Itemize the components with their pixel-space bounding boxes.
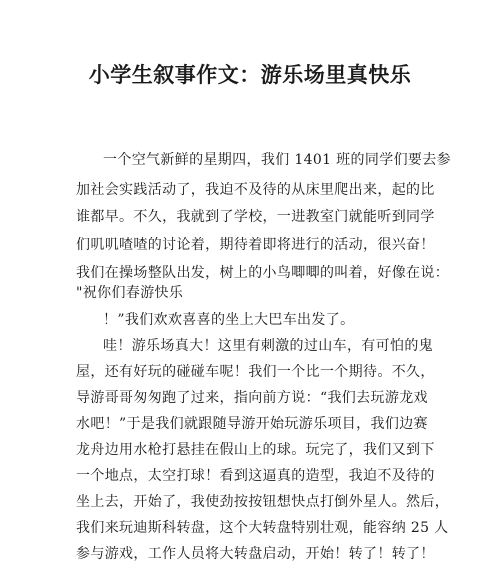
text-line: 参与游戏，工作人员将大转盘启动，开始！转了！转了！	[76, 546, 435, 562]
text-line: 一个地点，太空打球！看到这逼真的造型，我迫不及待的	[76, 468, 435, 484]
text-line: 我们在操场整队出发，树上的小鸟唧唧的叫着，好像在说：	[76, 265, 450, 281]
text-line: 坐上去，开始了，我使劲按按钮想快点打倒外星人。然后，	[76, 494, 450, 510]
text-line: "祝你们春游快乐	[76, 285, 184, 301]
text-line: 龙舟边用水枪打悬挂在假山上的球。玩完了，我们又到下	[76, 442, 435, 458]
text-line: 哇！游乐场真大！这里有刺激的过山车，有可怕的鬼	[103, 338, 434, 354]
text-line: 导游哥哥匆匆跑了过来，指向前方说：“我们去玩游龙戏	[76, 390, 428, 406]
text-line: 加社会实践活动了，我迫不及待的从床里爬出来，起的比	[76, 182, 435, 198]
text-line: 水吧！”于是我们就跟随导游开始玩游乐项目，我们边赛	[76, 416, 428, 432]
text-line: 屋，还有好玩的碰碰车呢！我们一个比一个期待。不久，	[76, 364, 435, 380]
text-line: 谁都早。不久，我就到了学校，一进教室门就能听到同学	[76, 209, 435, 225]
text-line: 我们来玩迪斯科转盘，这个大转盘特别壮观，能容纳 25 人	[76, 520, 449, 536]
text-line: 一个空气新鲜的星期四，我们 1401 班的同学们要去参	[103, 152, 451, 168]
document-title: 小学生叙事作文：游乐场里真快乐	[88, 62, 412, 87]
text-line: ！”我们欢欢喜喜的坐上大巴车出发了。	[103, 312, 355, 328]
text-line: 们叽叽喳喳的讨论着，期待着即将进行的活动，很兴奋！	[76, 237, 435, 253]
